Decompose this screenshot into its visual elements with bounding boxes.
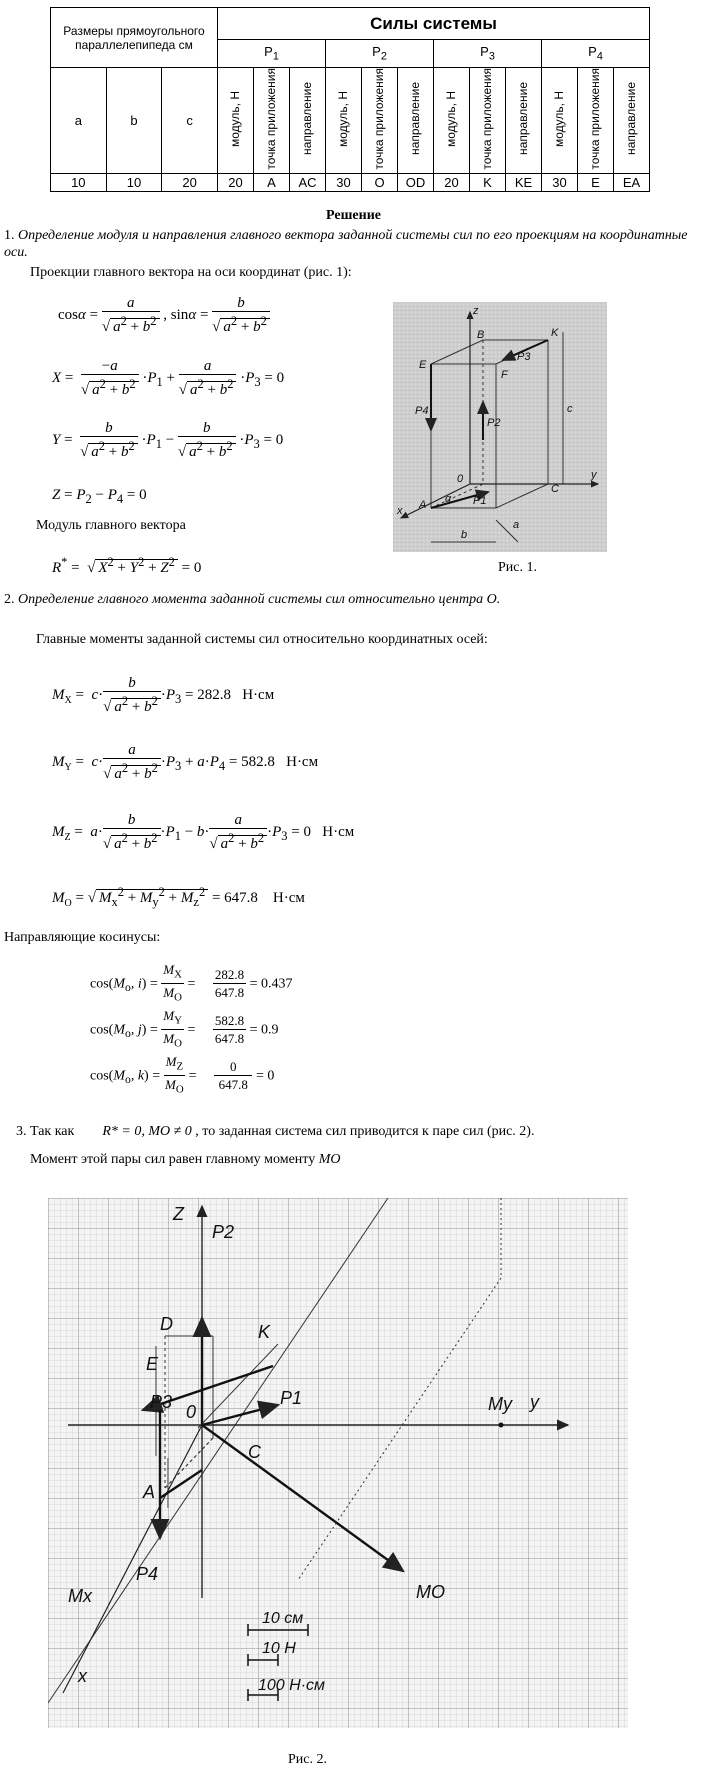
dim-c: c [162, 68, 218, 174]
subheader-label: модуль, Н [336, 90, 350, 147]
table-value-cell: 30 [542, 173, 578, 191]
section-3-moment-text: Момент этой пары сил равен главному моменту [30, 1152, 316, 1167]
label-b: B [477, 329, 485, 341]
subheader-label: направление [624, 82, 638, 156]
equation-my: $M_Y = c\cdot$ $\frac{a}{√ a^2 + b^2}$ $\cdot P_3 + a\cdot P_4 = 582.8$ Н·см [52, 742, 319, 782]
subheader-label: точка приложения [588, 68, 602, 170]
label-mx: Mx [68, 1586, 92, 1606]
label-d-2: D [160, 1314, 173, 1334]
label-y-2: y [530, 1392, 539, 1412]
my-point [499, 1423, 504, 1428]
cos-i-den: 647.8 [214, 984, 245, 1000]
table-value-cell: E [578, 173, 614, 191]
cos-k-num: 0 [214, 1059, 253, 1076]
label-z-2: Z [173, 1204, 184, 1224]
direction-cosines-label: Направляющие косинусы: [4, 930, 161, 945]
subheader-p4-1 [578, 68, 614, 174]
label-x: x [397, 505, 403, 517]
subheader-label: направление [516, 82, 530, 156]
label-a-2: A [143, 1482, 156, 1502]
table-value-cell: 20 [434, 173, 470, 191]
force-p4-header: $P_4$ [542, 40, 650, 68]
subheader-label: модуль, Н [228, 90, 242, 147]
table-value-cell: EA [614, 173, 650, 191]
graph-grid [48, 1198, 628, 1728]
equation-y: Y = $\frac{b}{√ a^2 + b^2}$ $\cdot P_1$ − $\frac{b}{√ a^2 + b^2}$ $\cdot P_3 = 0$ [52, 420, 284, 460]
label-p1-2: P1 [280, 1388, 303, 1408]
label-a-dim: a [513, 519, 520, 531]
label-p1: P1 [473, 495, 487, 507]
label-k: K [551, 327, 559, 339]
subheader-label: точка приложения [372, 68, 386, 170]
label-e: E [419, 359, 427, 371]
mo-value: 647.8 [224, 890, 258, 906]
section-1-text: Определение модуля и направления главного вектора заданной системы сил по его проекциям на координатные оси. [4, 228, 688, 260]
label-c-point: C [551, 483, 559, 495]
mx-unit: Н·см [242, 686, 275, 703]
cos-i-result: 0.437 [261, 976, 293, 992]
cos-j-result: 0.9 [261, 1022, 279, 1038]
label-o-2: 0 [186, 1402, 197, 1422]
label-e-2: E [146, 1354, 159, 1374]
dim-a: a [51, 68, 107, 174]
scale-length: 10 см [262, 1610, 304, 1627]
cos-j-num: 582.8 [214, 1012, 245, 1028]
subheader-p2-0 [326, 68, 362, 174]
label-b-dim: b [461, 529, 468, 541]
subheader-p3-2 [506, 68, 542, 174]
subheader-p4-2 [614, 68, 650, 174]
section-3-moment [30, 1152, 341, 1168]
cos-k-row: $\cos(M_o$, k) = $\frac{M_Z}{M_O}$ = $\frac{0}{647.8}$ = 0 [90, 1054, 275, 1096]
cos-j-row: $\cos(M_o$, j) = $\frac{M_Y}{M_O}$ = $\frac{582.8}{647.8}$ = 0.9 [90, 1008, 279, 1050]
subheader-p3-1 [470, 68, 506, 174]
figure-2 [48, 1198, 628, 1728]
section-1-title [4, 227, 704, 261]
label-p4: P4 [415, 405, 429, 417]
modulus-label: Модуль главного вектора [36, 518, 186, 533]
equation-mo: $M_O$ = √ $M_x^2 + M_y^2 + M_z^2 = 647.8$ Н·см [52, 885, 305, 909]
label-p2-2: P2 [212, 1222, 235, 1242]
table-value-cell: AC [290, 173, 326, 191]
subheader-label: точка приложения [264, 68, 278, 170]
mz-unit: Н·см [322, 823, 355, 840]
label-c-dim: c [567, 403, 573, 415]
my-value: 582.8 [241, 753, 275, 770]
label-p2: P2 [487, 417, 501, 429]
section-3-prefix: 3. Так как [16, 1124, 75, 1139]
table-value-cell: A [254, 173, 290, 191]
mx-value: 282.8 [197, 686, 231, 703]
solution-heading: Решение [326, 208, 381, 223]
section-3-text [16, 1124, 534, 1140]
cos-j-den: 647.8 [214, 1030, 245, 1046]
table-value-cell: OD [398, 173, 434, 191]
figure-2-caption: Рис. 2. [288, 1752, 327, 1767]
cos-k-result: 0 [267, 1068, 275, 1084]
table-value-cell: K [470, 173, 506, 191]
label-y: y [591, 469, 597, 481]
section-2-text: Определение главного момента заданной системы сил относительно центра O. [18, 592, 501, 607]
cos-i-num: 282.8 [214, 966, 245, 982]
label-o: 0 [457, 473, 464, 485]
figure-1-caption: Рис. 1. [498, 560, 537, 575]
dims-header: Размеры прямоугольного параллелепипеда см [51, 8, 218, 68]
equation-r: R* = √ $X^2 + Y^2 + Z^2 = 0$ [52, 555, 202, 576]
table-value-cell: 10 [106, 173, 162, 191]
label-mo: MO [416, 1582, 445, 1602]
equation-mz: $M_Z = a\cdot$ $\frac{b}{√ a^2 + b^2}$ $\cdot P_1 - b\cdot$ $\frac{a}{√ a^2 + b^2}$ $\cdot P_3 = 0$ Н·см [52, 812, 355, 852]
subheader-p1-2 [290, 68, 326, 174]
equation-z: $Z = P_2 - P_4 = 0$ [52, 487, 147, 506]
section-3-suffix: , то заданная система сил приводится к паре сил (рис. 2). [195, 1124, 535, 1139]
force-p1-header: $P_1$ [218, 40, 326, 68]
label-p3-2: P3 [150, 1392, 173, 1412]
dim-b: b [106, 68, 162, 174]
section-1-number: 1. [4, 228, 15, 243]
scale-moment: 100 Н·см [258, 1677, 325, 1694]
subheader-label: модуль, Н [444, 90, 458, 147]
subheader-p2-2 [398, 68, 434, 174]
moments-intro: Главные моменты заданной системы сил относительно координатных осей: [36, 632, 488, 647]
my-unit: Н·см [286, 753, 319, 770]
figure-1 [393, 302, 607, 552]
subheader-label: направление [408, 82, 422, 156]
cos-k-den: 647.8 [218, 1076, 248, 1092]
label-k-2: K [258, 1322, 271, 1342]
table-value-cell: 20 [218, 173, 254, 191]
cos-sin-formula: cosα = $\frac{a}{√ a^2 + b^2}$ , sinα = $\frac{b}{√ a^2 + b^2}$ [58, 295, 270, 336]
table-value-cell: 20 [162, 173, 218, 191]
subheader-p1-1 [254, 68, 290, 174]
subheader-label: модуль, Н [552, 90, 566, 147]
section-2-number: 2. [4, 592, 15, 607]
equation-mx: $M_X = c\cdot$ $\frac{b}{√ a^2 + b^2}$ $\cdot P_3 = 282.8$ Н·см [52, 675, 275, 715]
subheader-p2-1 [362, 68, 398, 174]
label-p3: P3 [517, 351, 531, 363]
subheader-p3-0 [434, 68, 470, 174]
subheader-label: направление [300, 82, 314, 156]
label-c-2: C [248, 1442, 261, 1462]
label-alpha: α [445, 493, 452, 505]
force-p3-header: $P_3$ [434, 40, 542, 68]
label-z: z [473, 305, 479, 317]
subheader-p4-0 [542, 68, 578, 174]
scale-force: 10 Н [262, 1640, 296, 1657]
table-value-cell: 30 [326, 173, 362, 191]
table-value-cell: 10 [51, 173, 107, 191]
section-3-moment-symbol: MO [318, 1152, 341, 1167]
mz-value: 0 [303, 823, 312, 840]
cos-i-row: $\cos(M_o$, i) = $\frac{M_X}{M_O}$ = $\frac{282.8}{647.8}$ = 0.437 [90, 962, 293, 1004]
force-p2-header: $P_2$ [326, 40, 434, 68]
table-value-cell: O [362, 173, 398, 191]
equation-x: X = $\frac{-a}{√ a^2 + b^2}$ $\cdot P_1$ + $\frac{a}{√ a^2 + b^2}$ $\cdot P_3 = 0$ [52, 358, 285, 398]
label-a: A [419, 499, 427, 511]
label-f: F [501, 369, 508, 381]
projections-intro: Проекции главного вектора на оси координат (рис. 1): [30, 265, 352, 280]
label-p4-2: P4 [136, 1564, 159, 1584]
section-3-condition: R* = 0, MO ≠ 0 [102, 1124, 192, 1139]
forces-table [50, 7, 650, 192]
table-value-cell: KE [506, 173, 542, 191]
mo-unit: Н·см [272, 890, 305, 906]
forces-header: Силы системы [218, 8, 650, 40]
subheader-p1-0 [218, 68, 254, 174]
section-2-title [4, 592, 500, 608]
label-x-2: x [78, 1666, 87, 1686]
subheader-label: точка приложения [480, 68, 494, 170]
label-my: My [488, 1394, 512, 1414]
